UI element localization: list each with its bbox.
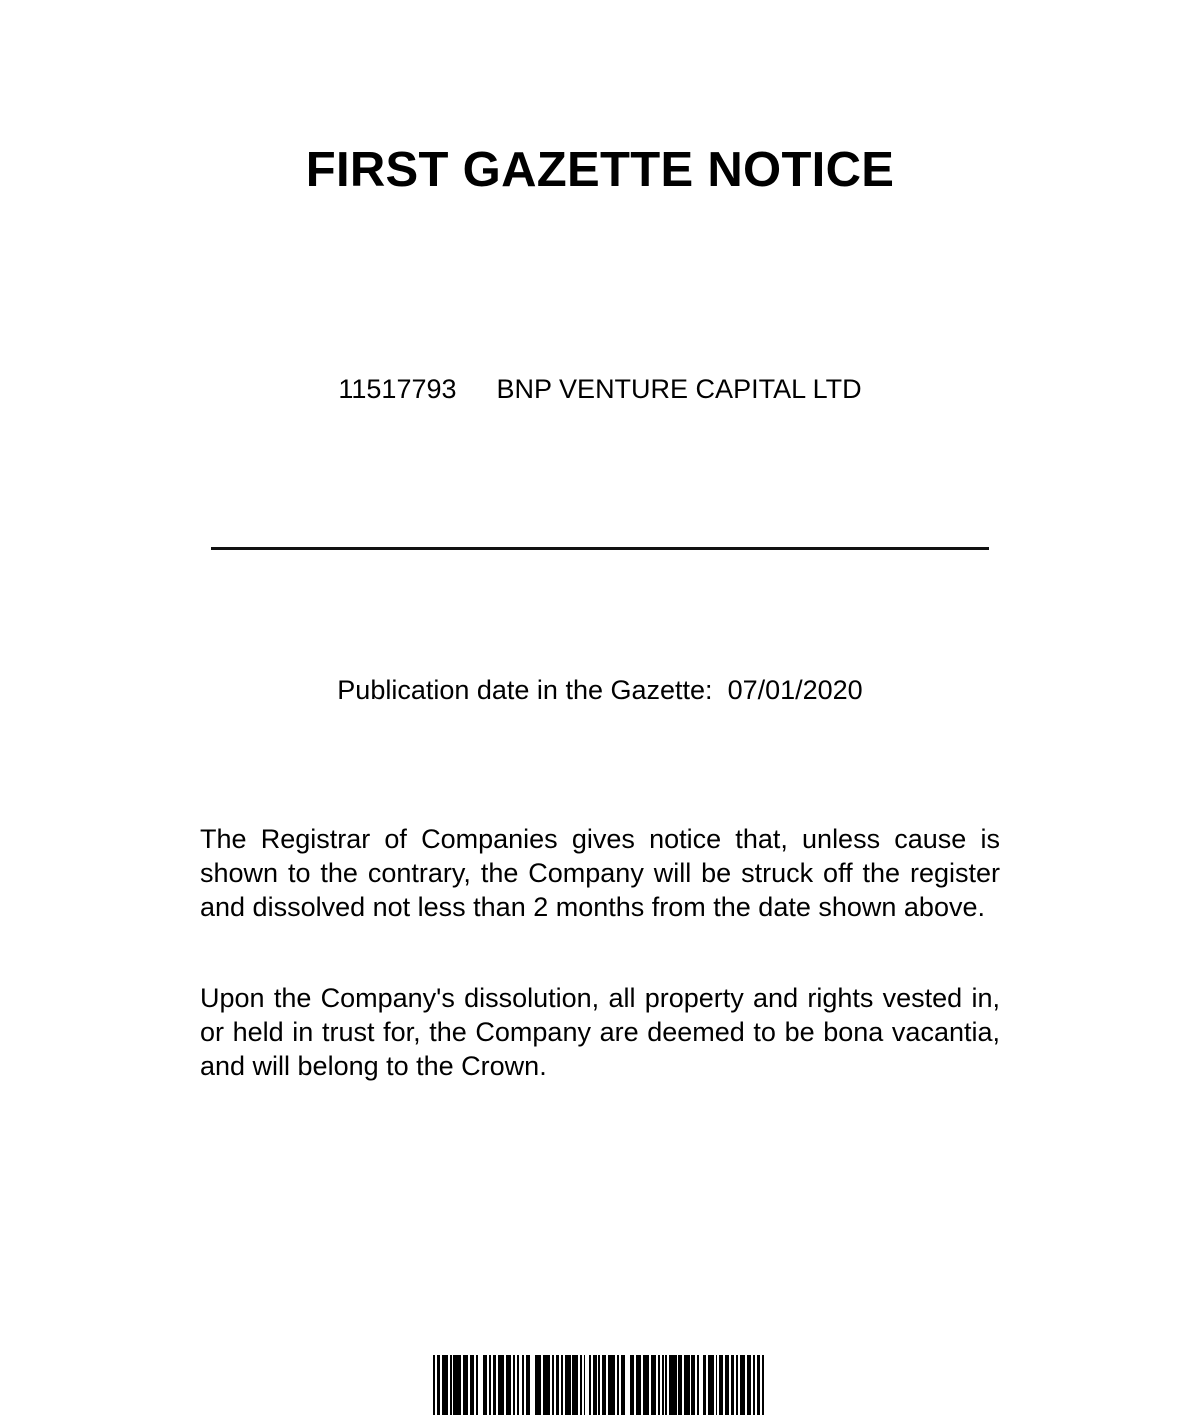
barcode-bar (762, 1355, 764, 1415)
company-name: BNP VENTURE CAPITAL LTD (496, 374, 862, 404)
barcode (433, 1355, 765, 1415)
company-number: 11517793 (338, 374, 457, 404)
publication-label: Publication date in the Gazette: (337, 675, 713, 705)
company-line (0, 372, 1200, 406)
page-title: FIRST GAZETTE NOTICE (305, 143, 895, 197)
horizontal-divider (211, 547, 989, 550)
publication-line (0, 673, 1200, 707)
notice-paragraph-strike-off: The Registrar of Companies gives notice that, unless cause is shown to the contrary, the Company will be struck off the register and dissolved not less than 2 months from the date shown above. (200, 824, 1000, 922)
publication-date: 07/01/2020 (727, 675, 863, 705)
notice-paragraph-bona-vacantia: Upon the Company's dissolution, all property and rights vested in, or held in trust for, the Company are deemed to be bona vacantia, and will belong to the Crown. (200, 983, 1000, 1081)
